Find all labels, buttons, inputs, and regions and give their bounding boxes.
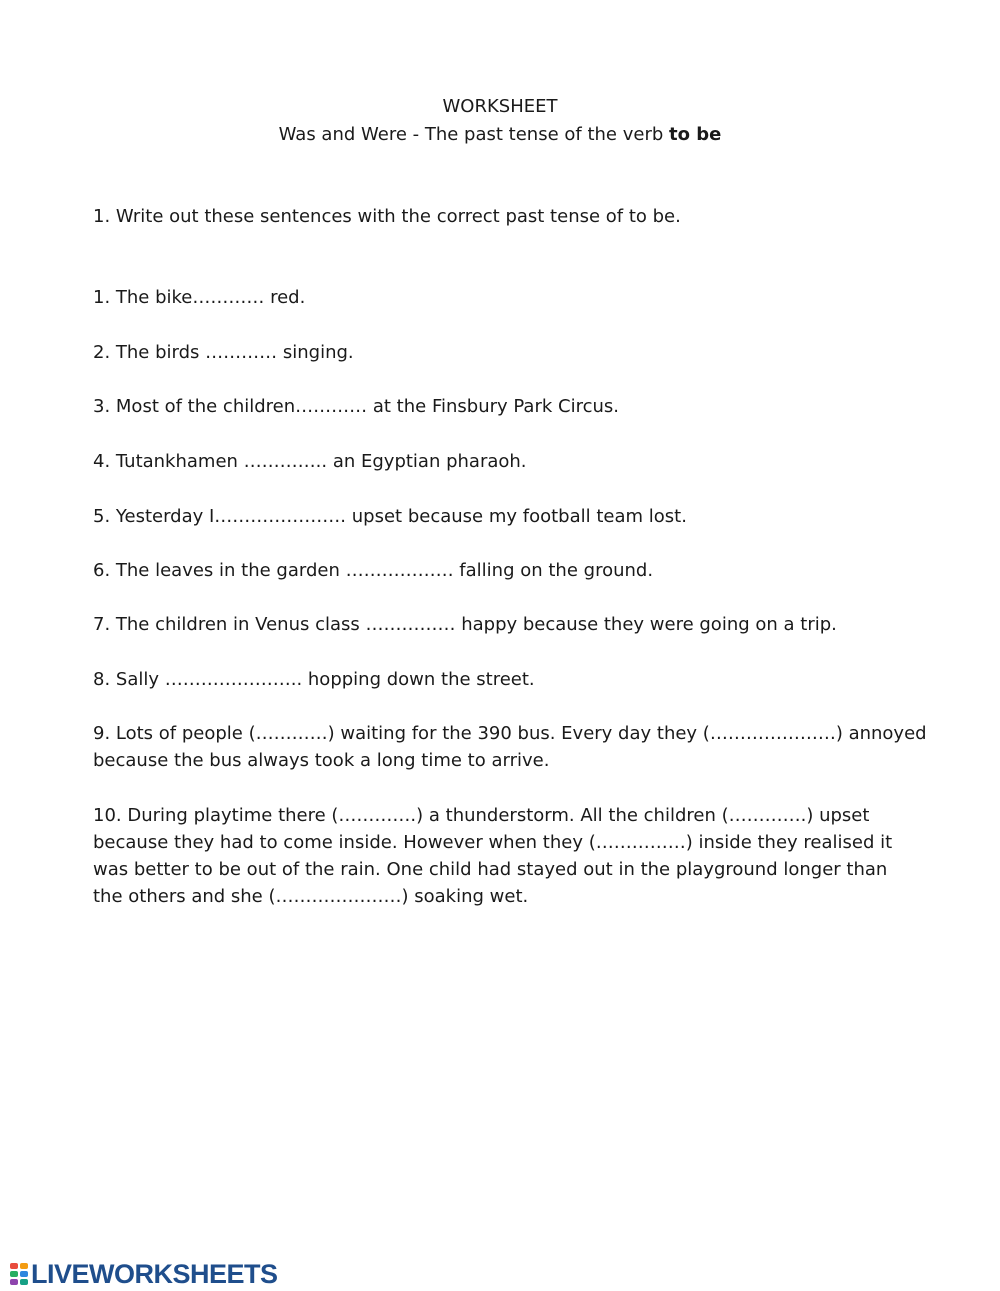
question-1: 1. The bike………… red.: [93, 287, 306, 308]
question-8: 8. Sally ………………….. hopping down the street.: [93, 669, 535, 690]
question-9-line: because the bus always took a long time to arrive.: [93, 750, 550, 771]
question-9-line: 9. Lots of people (…………) waiting for the 390 bus. Every day they (…………………) annoyed: [93, 723, 927, 744]
question-4: 4. Tutankhamen ………….. an Egyptian pharaoh.: [93, 451, 527, 472]
worksheet-title: WORKSHEET: [442, 96, 558, 117]
question-10-line: the others and she (…………………) soaking wet.: [93, 886, 529, 907]
question-2: 2. The birds ………… singing.: [93, 342, 354, 363]
subtitle-bold-text: to be: [669, 124, 722, 145]
question-10: [93, 802, 923, 910]
liveworksheets-logo-icon: [10, 1263, 28, 1285]
question-9: [93, 720, 927, 774]
question-3: 3. Most of the children………… at the Finsbury Park Circus.: [93, 396, 619, 417]
worksheet-subtitle: [0, 124, 1000, 145]
subtitle-text: Was and Were - The past tense of the verb: [278, 124, 669, 145]
question-6: 6. The leaves in the garden ……………… falling on the ground.: [93, 560, 654, 581]
question-7: 7. The children in Venus class …………… happy because they were going on a trip.: [93, 614, 837, 635]
question-10-line: because they had to come inside. However when they (……………) inside they realised it: [93, 832, 893, 853]
brand-text: LIVEWORKSHEETS: [31, 1259, 278, 1289]
liveworksheets-brand[interactable]: [10, 1259, 278, 1289]
instruction: 1. Write out these sentences with the correct past tense of to be.: [93, 206, 681, 227]
question-10-line: 10. During playtime there (………….) a thunderstorm. All the children (………….) upset: [93, 805, 870, 826]
question-10-line: was better to be out of the rain. One child had stayed out in the playground longer than: [93, 859, 888, 880]
question-5: 5. Yesterday I…………………. upset because my football team lost.: [93, 506, 687, 527]
